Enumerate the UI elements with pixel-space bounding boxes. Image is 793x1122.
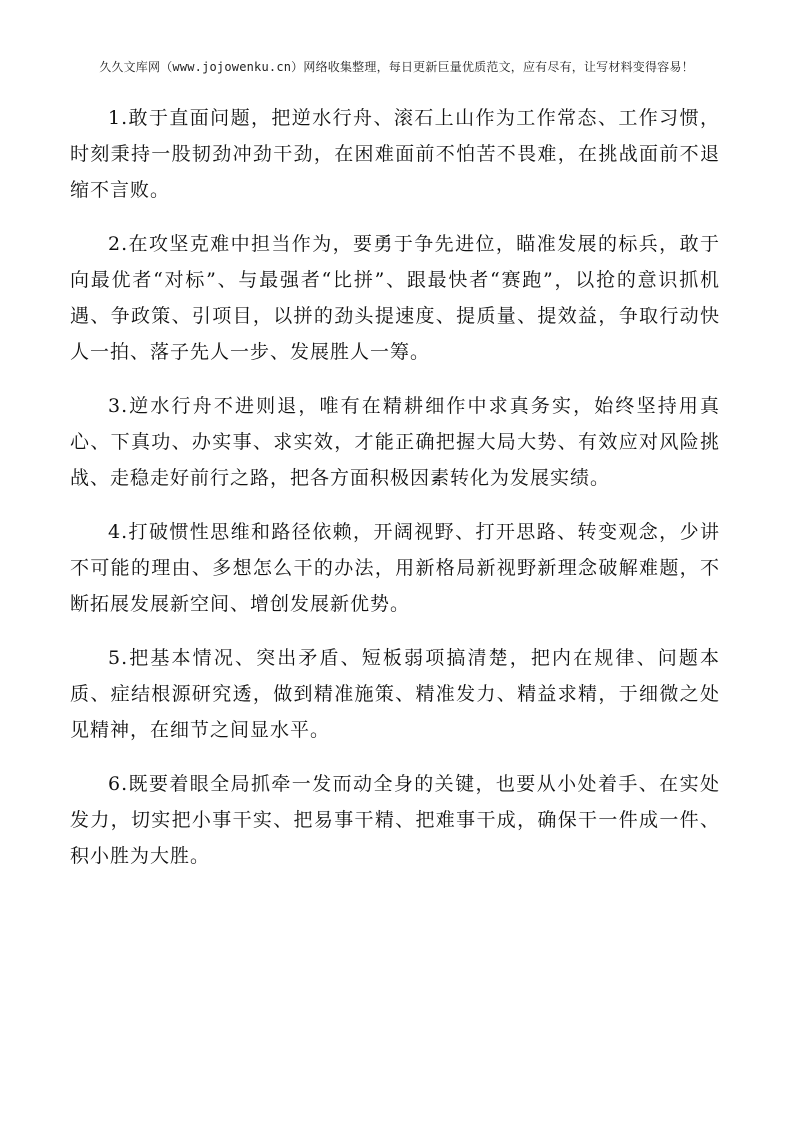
paragraph-3: 3.逆水行舟不进则退，唯有在精耕细作中求真务实，始终坚持用真心、下真功、办实事、求实效，才能正确把握大局大势、有效应对风险挑战、走稳走好前行之路，把各方面积极因素转化为发展实绩。: [70, 395, 720, 489]
paragraph-2: 2.在攻坚克难中担当作为，要勇于争先进位，瞄准发展的标兵，敢于向最优者“对标”、与最强者“比拼”、跟最快者“赛跑”，以抢的意识抓机遇、争政策、引项目，以拼的劲头提速度、提质量、提效益，争取行动快人一拍、落子先人一步、发展胜人一筹。: [70, 233, 720, 363]
paragraph-6: 6.既要着眼全局抓牵一发而动全身的关键，也要从小处着手、在实处发力，切实把小事干实、把易事干精、把难事干成，确保干一件成一件、积小胜为大胜。: [70, 773, 720, 867]
paragraph-1: 1.敢于直面问题，把逆水行舟、滚石上山作为工作常态、工作习惯，时刻秉持一股韧劲冲劲干劲，在困难面前不怕苦不畏难，在挑战面前不退缩不言败。: [70, 107, 720, 201]
paragraph-5: 5.把基本情况、突出矛盾、短板弱项搞清楚，把内在规律、问题本质、症结根源研究透，做到精准施策、精准发力、精益求精，于细微之处见精神，在细节之间显水平。: [70, 647, 720, 741]
document-body: [70, 100, 720, 892]
page-header: 久久文库网（www.jojowenku.cn）网络收集整理，每日更新巨量优质范文，应有尽有，让写材料变得容易！: [99, 60, 694, 74]
paragraph-4: 4.打破惯性思维和路径依赖，开阔视野、打开思路、转变观念，少讲不可能的理由、多想怎么干的办法，用新格局新视野新理念破解难题，不断拓展发展新空间、增创发展新优势。: [70, 521, 720, 615]
